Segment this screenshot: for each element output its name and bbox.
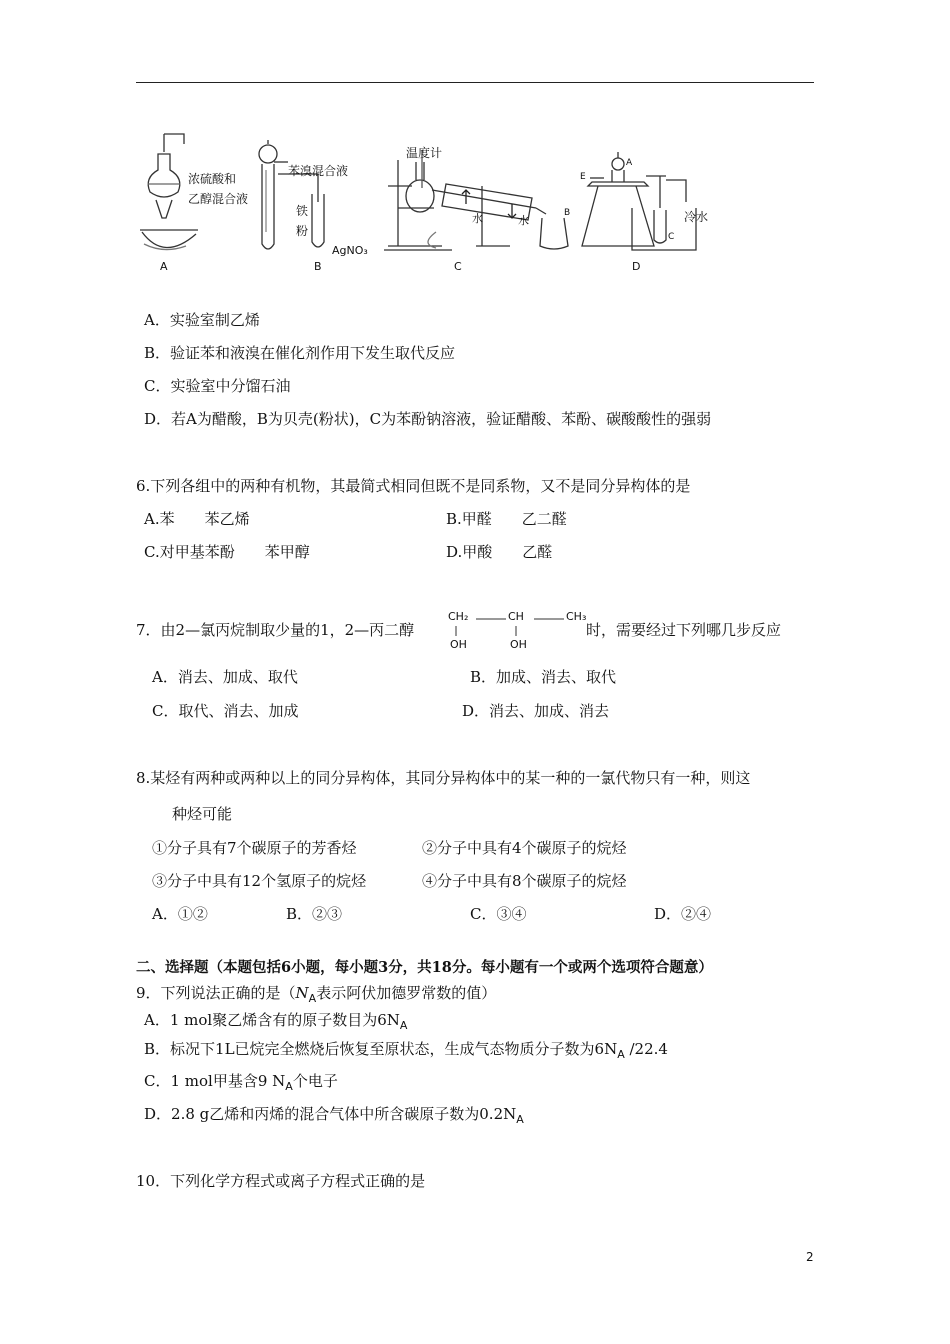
q9-option-b-end: /22.4	[624, 1040, 668, 1058]
figure-b-text-iron-2: 粉	[296, 224, 309, 238]
section-2-heading: 二、选择题（本题包括6小题，每小题3分，共18分。每小题有一个或两个选项符合题意）	[136, 959, 713, 976]
q7-stem-after: 时，需要经过下列哪几步反应	[586, 621, 782, 639]
q9-option-c-sub: A	[285, 1080, 293, 1093]
q8-option-c: C．③④	[470, 905, 527, 923]
q7-structural-formula	[448, 610, 588, 654]
q7-formula-ch3: CH₃	[566, 610, 587, 623]
q9-option-b-text: B．标况下1L已烷完全燃烧后恢复至原状态，生成气态物质分子数为6N	[144, 1040, 618, 1058]
q7-option-b: B．加成、消去、取代	[470, 668, 617, 686]
q8-item-3: ③分子中具有12个氢原子的烷烃	[152, 872, 367, 890]
q9-option-d-text: D．2.8 g乙烯和丙烯的混合气体中所含碳原子数为0.2N	[144, 1105, 517, 1123]
q9-stem-start: 9．下列说法正确的是（	[136, 984, 296, 1002]
q7-option-d: D．消去、加成、消去	[462, 702, 610, 720]
q6-option-d: D.甲酸 乙醛	[446, 543, 553, 561]
q9-stem-sub: A	[308, 992, 317, 1005]
q9-option-b-sub: A	[617, 1048, 625, 1061]
figure-a-text-2: 乙醇混合液	[188, 192, 249, 206]
figure-b-text-mix: 苯溴混合液	[288, 164, 349, 178]
q7-option-a: A．消去、加成、取代	[152, 668, 298, 686]
q5-option-b: B．验证苯和液溴在催化剂作用下发生取代反应	[144, 344, 456, 362]
q7-formula-oh1: OH	[450, 638, 467, 651]
q9-option-a-sub: A	[399, 1019, 408, 1032]
q9-option-d	[144, 1104, 524, 1130]
figure-label-d: D	[632, 260, 641, 273]
q8-option-d: D．②④	[654, 905, 712, 923]
figure-b-text-agno3: AgNO₃	[332, 244, 368, 257]
q5-option-a: A．实验室制乙烯	[144, 311, 260, 329]
q9-option-a	[144, 1010, 407, 1036]
figure-d-text-cold: 冷水	[684, 210, 709, 224]
figure-c-text-thermo: 温度计	[406, 146, 443, 160]
figure-d-text-c: C	[668, 232, 675, 242]
q7-option-c: C．取代、消去、加成	[152, 702, 299, 720]
q9-option-d-sub: A	[516, 1113, 524, 1126]
figure-d-text-b: B	[564, 208, 571, 218]
q9-stem-na: N	[295, 984, 309, 1002]
q9-option-c-end: 个电子	[292, 1072, 338, 1090]
q8-stem-2: 种烃可能	[172, 805, 233, 823]
q6-option-a: A.苯 苯乙烯	[144, 510, 250, 528]
q10-stem: 10．下列化学方程式或离子方程式正确的是	[136, 1172, 426, 1190]
q9-stem	[136, 983, 496, 1009]
q6-option-c: C.对甲基苯酚 苯甲醇	[144, 543, 310, 561]
page-number: 2	[806, 1250, 814, 1264]
figure-label-a: A	[160, 260, 168, 273]
figure-d-text-e: E	[580, 172, 586, 182]
q9-option-a-text: A．1 mol聚乙烯含有的原子数目为6N	[144, 1011, 400, 1029]
q8-option-a: A．①②	[152, 905, 208, 923]
q7-formula-oh2: OH	[510, 638, 527, 651]
q7-stem-before: 7．由2—氯丙烷制取少量的1，2—丙二醇	[136, 621, 415, 639]
q6-option-b: B.甲醛 乙二醛	[446, 510, 567, 528]
q9-option-b	[144, 1039, 668, 1065]
q5-option-d: D．若A为醋酸，B为贝壳(粉状)，C为苯酚钠溶液，验证醋酸、苯酚、碳酸酸性的强弱	[144, 410, 712, 428]
figure-c-text-water-in: 水	[472, 212, 483, 225]
q8-item-2: ②分子中具有4个碳原子的烷烃	[422, 839, 627, 857]
apparatus-figure	[136, 122, 726, 282]
q8-item-1: ①分子具有7个碳原子的芳香烃	[152, 839, 357, 857]
figure-label-b: B	[314, 260, 322, 273]
q8-option-b: B．②③	[286, 905, 343, 923]
figure-b-text-iron-1: 铁	[296, 204, 309, 218]
q9-option-c-text: C．1 mol甲基含9 N	[144, 1072, 286, 1090]
q7-formula-ch: CH	[508, 610, 524, 623]
q9-option-c	[144, 1071, 338, 1097]
q8-item-4: ④分子中具有8个碳原子的烷烃	[422, 872, 627, 890]
q7-formula-ch2: CH₂	[448, 610, 469, 623]
q9-stem-end: 表示阿伏加德罗常数的值）	[316, 984, 497, 1002]
q5-option-c: C．实验室中分馏石油	[144, 377, 291, 395]
q6-stem: 6.下列各组中的两种有机物，其最简式相同但既不是同系物，又不是同分异构体的是	[136, 477, 691, 495]
figure-a-text-1: 浓硫酸和	[188, 172, 237, 186]
figure-c-text-water-out: 水	[518, 214, 529, 227]
figure-label-c: C	[454, 260, 462, 273]
figure-d-text-a: A	[626, 158, 633, 168]
q8-stem-1: 8.某烃有两种或两种以上的同分异构体，其同分异构体中的某一种的一氯代物只有一种，则这	[136, 769, 751, 787]
header-rule	[136, 82, 814, 83]
